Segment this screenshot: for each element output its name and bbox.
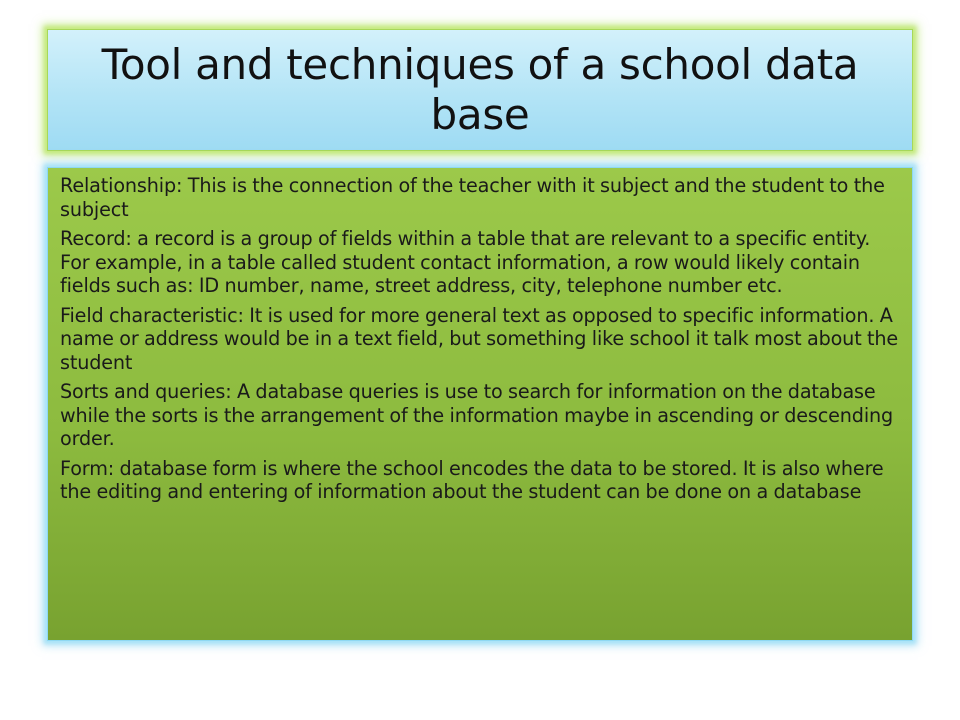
slide-title: Tool and techniques of a school data base [101,40,859,139]
paragraph-record: Record: a record is a group of fields within a table that are relevant to a specific entity. For example, in a table called student contact information, a row would likely contain fields such as: ID number, name, street address, city, telephone number etc. [60,227,871,297]
paragraph-sorts-and-queries: Sorts and queries: A database queries is use to search for information on the database while the sorts is the arrangement of the information maybe in ascending or descending order. [60,380,894,450]
paragraph-relationship: Relationship: This is the connection of the teacher with it subject and the student to the subject [60,174,885,221]
title-placeholder [47,29,913,151]
content-placeholder [47,167,913,641]
paragraph-form: Form: database form is where the school encodes the data to be stored. It is also where the editing and entering of information about the student can be done on a database [60,456,884,503]
paragraph-field-characteristic: Field characteristic: It is used for more general text as opposed to specific information. A name or address would be in a text field, but something like school it talk most about the student [60,303,899,374]
